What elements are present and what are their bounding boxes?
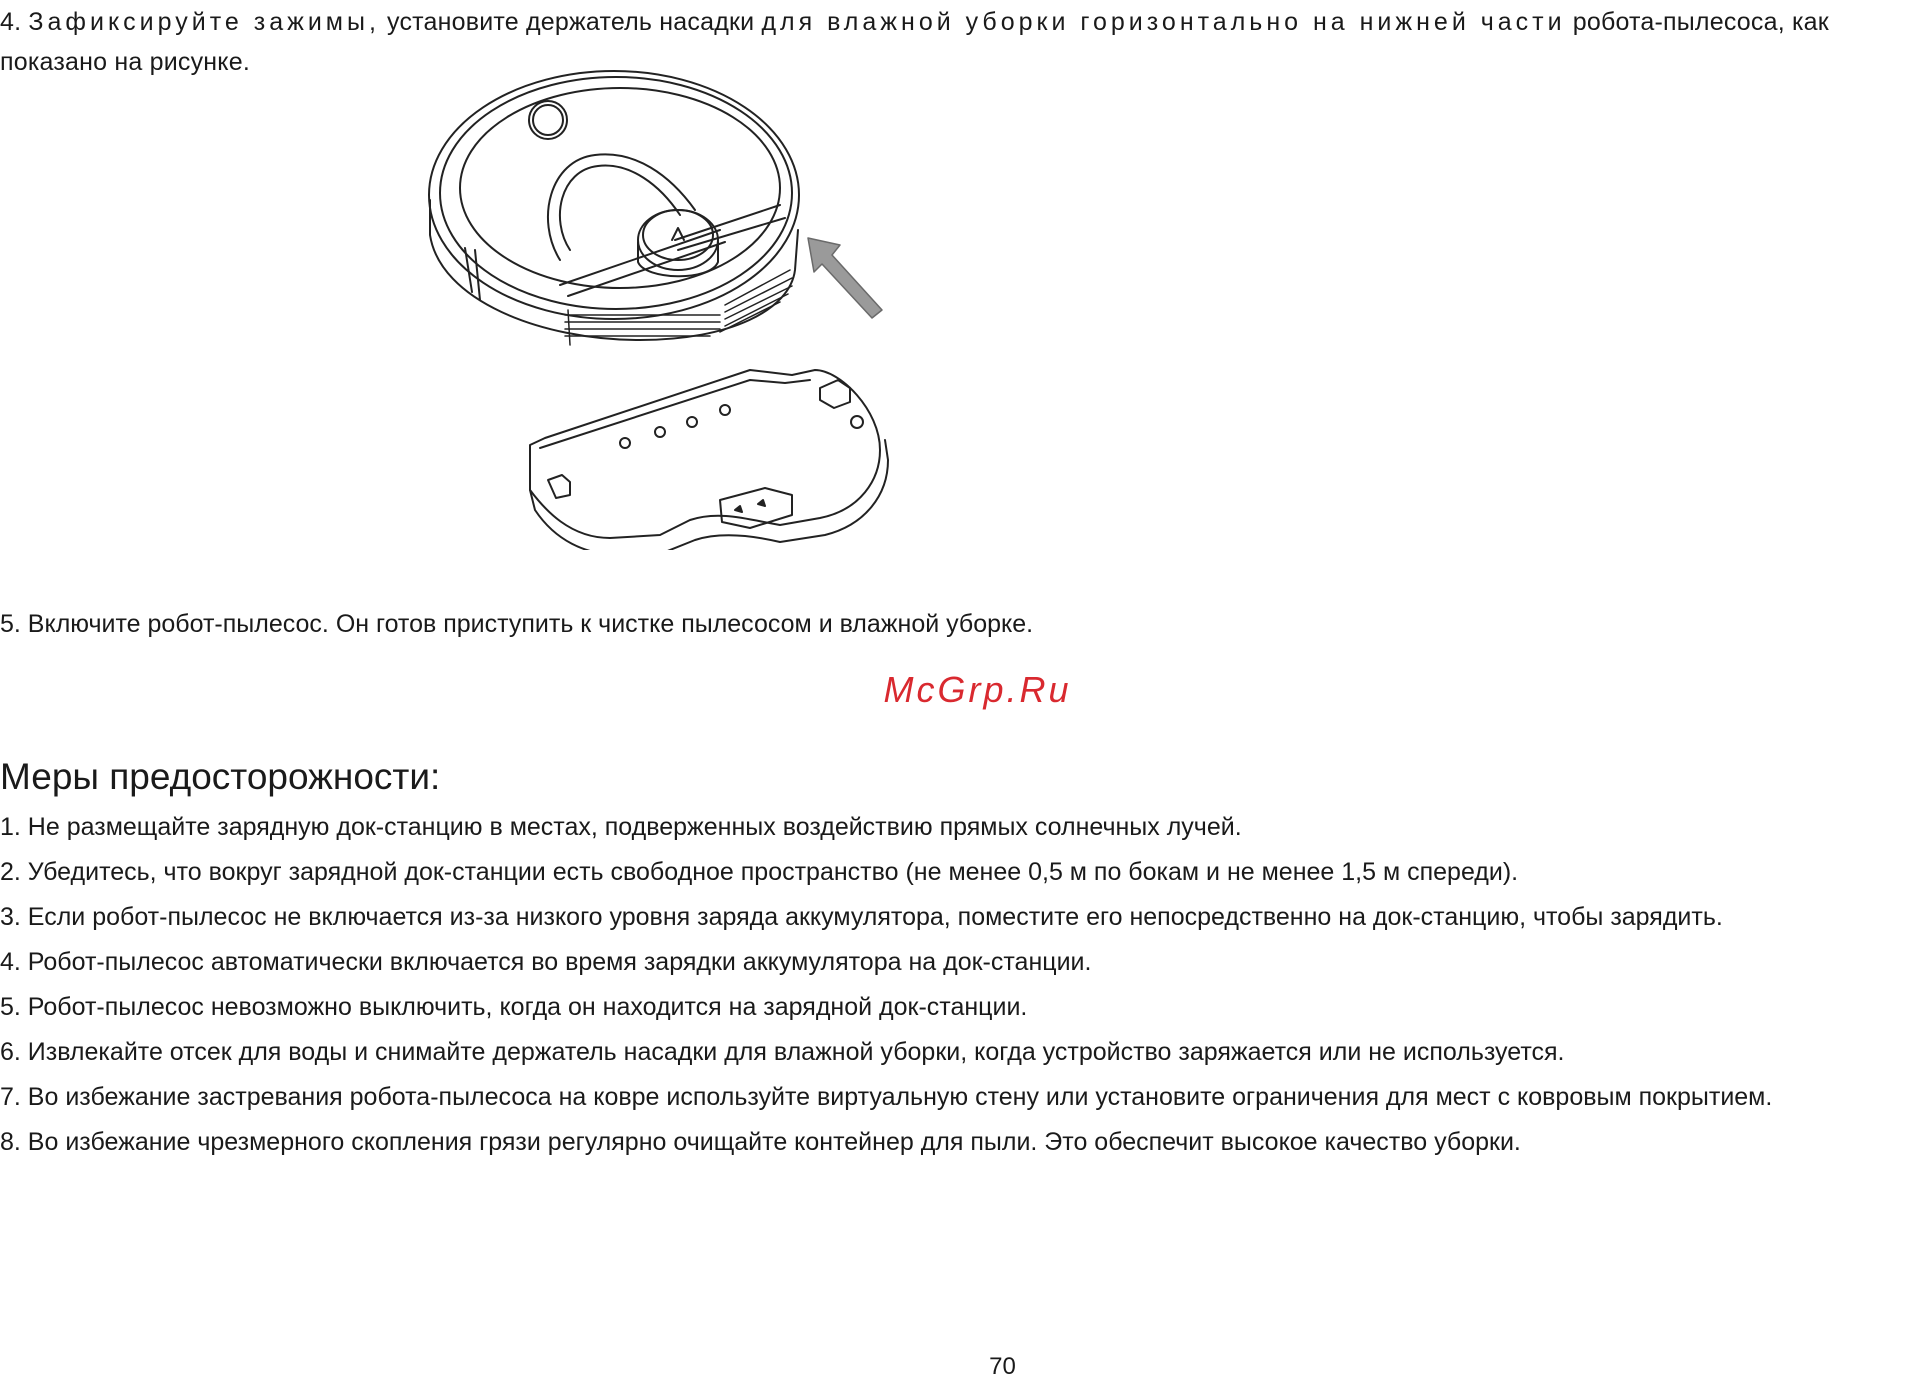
caution-item: 6. Извлекайте отсек для воды и снимайте держатель насадки для влажной уборки, когда устройство заряжается или не используется.: [0, 1038, 1565, 1066]
mop-holder-drawing: [530, 370, 888, 550]
caution-item: 5. Робот-пылесос невозможно выключить, когда он находится на зарядной док-станции.: [0, 993, 1028, 1021]
caution-item: 8. Во избежание чрезмерного скопления грязи регулярно очищайте контейнер для пыли. Это обеспечит высокое качество уборки.: [0, 1128, 1521, 1156]
step-5-instruction: 5. Включите робот-пылесос. Он готов приступить к чистке пылесосом и влажной уборке.: [0, 610, 1034, 638]
page-number: 70: [989, 1353, 1016, 1380]
robot-vacuum-drawing: [429, 71, 799, 345]
caution-item: 1. Не размещайте зарядную док-станцию в местах, подверженных воздействию прямых солнечных лучей.: [0, 813, 1242, 841]
step-4-text-c: для влажной уборки горизонтально на нижней части: [761, 8, 1566, 36]
step-4-text-d: робота-пылесоса, как показано на рисунке.: [0, 8, 1829, 76]
robot-vacuum-mop-holder-illustration: [420, 70, 980, 550]
caution-item: 4. Робот-пылесос автоматически включается во время зарядки аккумулятора на док-станции.: [0, 948, 1092, 976]
caution-item: 2. Убедитесь, что вокруг зарядной док-станции есть свободное пространство (не менее 0,5 м по бокам и не менее 1,5 м спереди).: [0, 858, 1519, 886]
cautions-heading: Меры предосторожности:: [0, 756, 441, 797]
cautions-list: [0, 805, 1925, 1165]
step-4-number: 4.: [0, 8, 29, 36]
watermark: McGrp.Ru: [883, 669, 1072, 710]
step-4-text-b: установите держатель насадки: [379, 8, 762, 36]
step-4-text-a: Зафиксируйте зажимы,: [28, 8, 380, 36]
arrow-icon: [808, 238, 882, 318]
caution-item: 7. Во избежание застревания робота-пылесоса на ковре используйте виртуальную стену или установите ограничения для мест с ковровым покрытием.: [0, 1083, 1773, 1111]
caution-item: 3. Если робот-пылесос не включается из-за низкого уровня заряда аккумулятора, поместите его непосредственно на док-станцию, чтобы зарядить.: [0, 903, 1723, 931]
